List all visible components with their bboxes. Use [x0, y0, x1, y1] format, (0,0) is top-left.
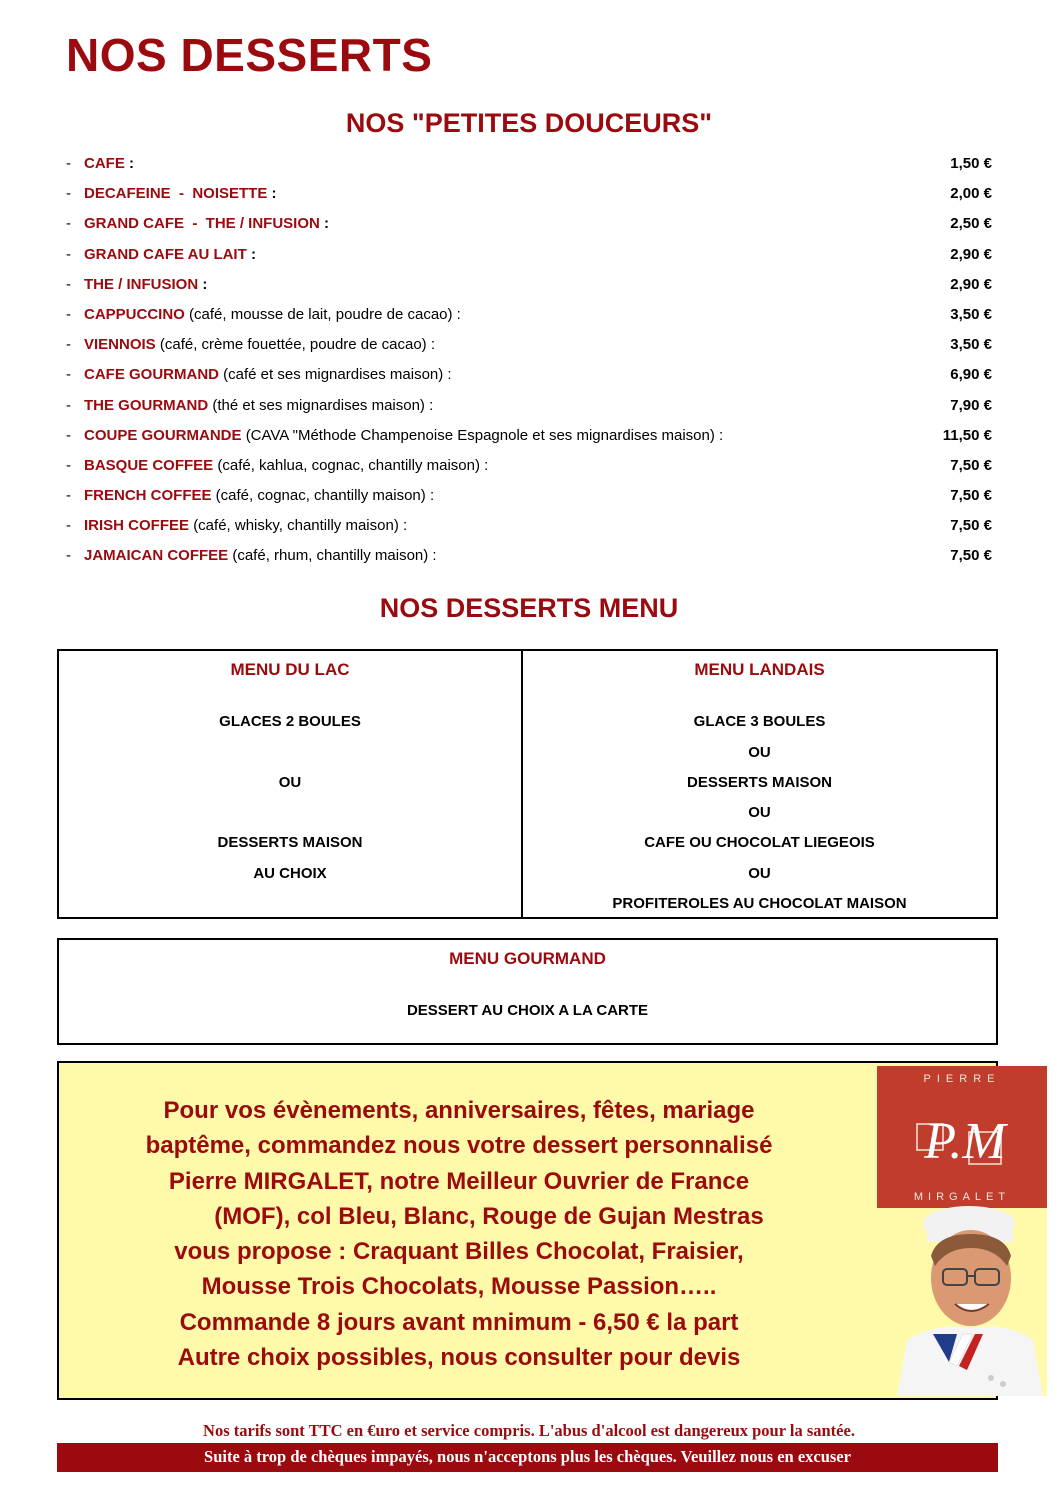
item-price: 7,50 €: [950, 517, 992, 535]
page-title: NOS DESSERTS: [66, 29, 433, 81]
promo-line: vous propose : Craquant Billes Chocolat, Fraisier,: [174, 1238, 744, 1266]
menu-landais-title: MENU LANDAIS: [694, 660, 825, 679]
list-item: - BASQUE COFFEE (café, kahlua, cognac, chantilly maison) : 7,50 €: [66, 454, 992, 484]
menu-line: OU: [748, 865, 771, 882]
menu-line: DESSERTS MAISON: [217, 834, 363, 851]
menu-line: OU: [278, 774, 302, 791]
logo-top-text: PIERRE: [923, 1073, 1001, 1085]
pierre-mirgalet-logo: [877, 1066, 1047, 1208]
item-price: 7,90 €: [950, 396, 992, 414]
list-item: - COUPE GOURMANDE (CAVA "Méthode Champenoise Espagnole et ses mignardises maison) : 11,50 €: [66, 424, 992, 454]
item-detail: (thé et ses mignardises maison): [212, 396, 425, 414]
item-name: GRAND CAFE - THE / INFUSION: [84, 215, 320, 233]
list-item: - THE GOURMAND (thé et ses mignardises maison) : 7,90 €: [66, 394, 992, 424]
menu-line: DESSERTS MAISON: [686, 774, 833, 791]
item-name: CAPPUCCINO: [84, 305, 185, 323]
menu-landais: [523, 651, 996, 917]
menu-line: GLACE 3 BOULES: [693, 713, 826, 730]
logo-initials: P.M: [924, 1113, 1006, 1170]
promo-line: Commande 8 jours avant mnimum - 6,50 € la part: [179, 1308, 739, 1336]
menu-box-gourmand: [57, 938, 998, 1045]
item-name: GRAND CAFE AU LAIT: [84, 245, 247, 263]
menu-du-lac: [59, 651, 521, 917]
logo-bottom-text: MIRGALET: [913, 1191, 1011, 1203]
item-price: 11,50 €: [942, 426, 992, 444]
menu-line: AU CHOIX: [253, 865, 327, 882]
promo-line: Pour vos évènements, anniversaires, fêtes, mariage: [163, 1097, 755, 1124]
item-detail: (café, crème fouettée, poudre de cacao): [159, 336, 427, 354]
item-name: IRISH COFFEE: [84, 517, 190, 535]
list-item: - FRENCH COFFEE (café, cognac, chantilly maison) : 7,50 €: [66, 484, 992, 514]
promo-text: [71, 1093, 847, 1375]
item-price: 2,90 €: [950, 245, 992, 263]
menu-gourmand-title: MENU GOURMAND: [449, 949, 606, 968]
menu-box-lac-landais: [57, 649, 998, 919]
item-price: 7,50 €: [950, 547, 992, 565]
promo-line: Pierre MIRGALET, notre Meilleur Ouvrier de France: [168, 1167, 750, 1195]
menu-du-lac-title: MENU DU LAC: [230, 660, 350, 679]
list-item: - VIENNOIS (café, crème fouettée, poudre de cacao) : 3,50 €: [66, 333, 992, 363]
item-price: 2,50 €: [950, 215, 992, 233]
menu-line: PROFITEROLES AU CHOCOLAT MAISON: [612, 895, 907, 912]
chef-portrait: [877, 1206, 1047, 1396]
item-price: 3,50 €: [950, 336, 992, 354]
menu-gourmand: [59, 940, 996, 1043]
petites-douceurs-title: NOS "PETITES DOUCEURS": [345, 108, 713, 138]
item-detail: (CAVA "Méthode Champenoise Espagnole et ses mignardises maison): [245, 426, 715, 444]
item-name: BASQUE COFFEE: [84, 456, 214, 474]
footer-note: Nos tarifs sont TTC en €uro et service compris. L'abus d'alcool est dangereux pour la santée.: [203, 1421, 855, 1440]
promo-line: Mousse Trois Chocolats, Mousse Passion…..: [201, 1273, 717, 1301]
menu-line: OU: [748, 804, 771, 821]
desserts-menu-title: NOS DESSERTS MENU: [379, 593, 679, 623]
item-detail: (café, rhum, chantilly maison): [232, 547, 429, 565]
promo-box: [57, 1061, 1011, 1400]
item-name: DECAFEINE - NOISETTE: [84, 185, 268, 203]
item-name: COUPE GOURMANDE: [84, 426, 242, 444]
item-name: FRENCH COFFEE: [84, 487, 212, 505]
item-detail: (café et ses mignardises maison): [223, 366, 444, 384]
item-price: 7,50 €: [950, 456, 992, 474]
list-item: - GRAND CAFE - THE / INFUSION : 2,50 €: [66, 212, 992, 242]
item-name: THE GOURMAND: [84, 396, 209, 414]
menu-line: CAFE OU CHOCOLAT LIEGEOIS: [644, 834, 875, 851]
menu-line: GLACES 2 BOULES: [219, 713, 361, 730]
item-name: JAMAICAN COFFEE: [84, 547, 229, 565]
item-detail: (café, cognac, chantilly maison): [215, 487, 426, 505]
item-detail: (café, mousse de lait, poudre de cacao): [189, 305, 453, 323]
item-price: 3,50 €: [950, 305, 992, 323]
item-price: 6,90 €: [950, 366, 992, 384]
list-item: - JAMAICAN COFFEE (café, rhum, chantilly maison) : 7,50 €: [66, 544, 992, 574]
item-detail: (café, kahlua, cognac, chantilly maison): [217, 456, 480, 474]
list-item: - CAFE : 1,50 €: [66, 152, 992, 182]
item-detail: (café, whisky, chantilly maison): [193, 517, 399, 535]
list-item: - THE / INFUSION : 2,90 €: [66, 273, 992, 303]
list-item: - GRAND CAFE AU LAIT : 2,90 €: [66, 243, 992, 273]
footer-cheque-notice: Suite à trop de chèques impayés, nous n'acceptons plus les chèques. Veuillez nous en excuser: [57, 1443, 998, 1472]
list-item: - CAFE GOURMAND (café et ses mignardises maison) : 6,90 €: [66, 363, 992, 393]
list-item: - IRISH COFFEE (café, whisky, chantilly maison) : 7,50 €: [66, 514, 992, 544]
menu-line: DESSERT AU CHOIX A LA CARTE: [406, 1002, 649, 1019]
petites-douceurs-list: [66, 152, 992, 575]
item-name: THE / INFUSION: [84, 275, 199, 293]
promo-line: (MOF), col Bleu, Blanc, Rouge de Gujan Mestras: [214, 1202, 764, 1230]
chef-photo: [877, 1066, 1047, 1396]
item-price: 7,50 €: [950, 487, 992, 505]
list-item: - DECAFEINE - NOISETTE : 2,00 €: [66, 182, 992, 212]
menu-line: OU: [748, 744, 771, 761]
item-name: CAFE: [84, 155, 125, 172]
promo-line: Autre choix possibles, nous consulter pour devis: [177, 1344, 741, 1372]
item-price: 1,50 €: [950, 155, 992, 172]
list-item: - CAPPUCCINO (café, mousse de lait, poudre de cacao) : 3,50 €: [66, 303, 992, 333]
item-name: CAFE GOURMAND: [84, 366, 219, 384]
item-price: 2,00 €: [950, 185, 992, 203]
item-name: VIENNOIS: [84, 336, 156, 354]
promo-line: baptême, commandez nous votre dessert personnalisé: [145, 1132, 773, 1160]
item-price: 2,90 €: [950, 275, 992, 293]
